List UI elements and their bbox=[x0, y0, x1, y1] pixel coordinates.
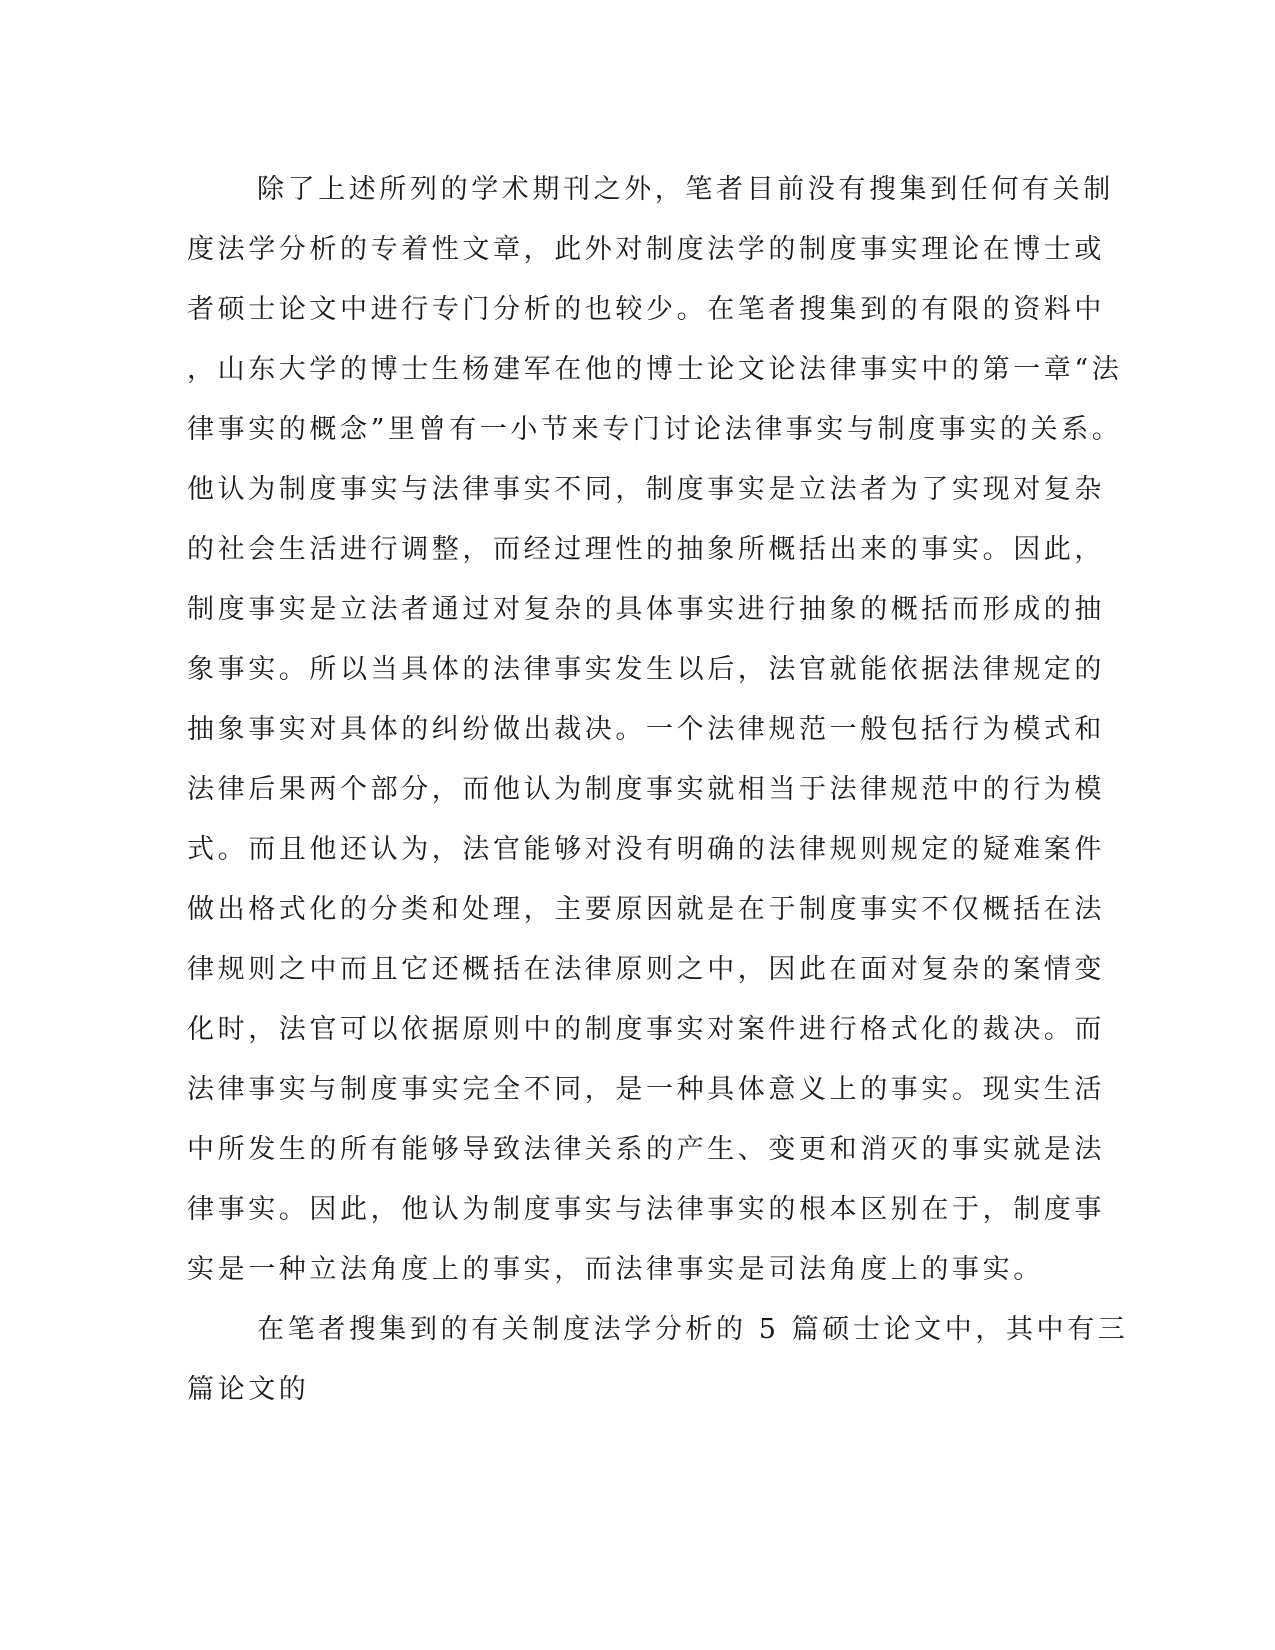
text-line: 除了上述所列的学术期刊之外，笔者目前没有搜集到任何有关制 bbox=[257, 174, 1114, 205]
body-text bbox=[187, 160, 1129, 1420]
text-line: 者硕士论文中进行专门分析的也较少。在笔者搜集到的有限的资料中 bbox=[187, 294, 1105, 325]
text-line: 实是一种立法角度上的事实，而法律事实是司法角度上的事实。 bbox=[187, 1254, 1044, 1285]
text-line: 中所发生的所有能够导致法律关系的产生、变更和消灭的事实就是法 bbox=[187, 1134, 1105, 1165]
text-line: 律规则之中而且它还概括在法律原则之中，因此在面对复杂的案情变 bbox=[187, 954, 1105, 985]
text-line: 法律事实与制度事实完全不同，是一种具体意义上的事实。现实生活 bbox=[187, 1074, 1105, 1105]
text-line: 象事实。所以当具体的法律事实发生以后，法官就能依据法律规定的 bbox=[187, 654, 1105, 685]
text-line: 他认为制度事实与法律事实不同，制度事实是立法者为了实现对复杂 bbox=[187, 474, 1105, 505]
text-line: 做出格式化的分类和处理，主要原因就是在于制度事实不仅概括在法 bbox=[187, 894, 1105, 925]
paragraph-2 bbox=[187, 1300, 1129, 1420]
text-line: 在笔者搜集到的有关制度法学分析的 5 篇硕士论文中，其中有三 bbox=[257, 1314, 1129, 1345]
text-line: 度法学分析的专着性文章，此外对制度法学的制度事实理论在博士或 bbox=[187, 234, 1105, 265]
text-line: 化时，法官可以依据原则中的制度事实对案件进行格式化的裁决。而 bbox=[187, 1014, 1105, 1045]
text-line: 律事实的概念”里曾有一小节来专门讨论法律事实与制度事实的关系。 bbox=[187, 414, 1123, 445]
text-line: 法律后果两个部分，而他认为制度事实就相当于法律规范中的行为模 bbox=[187, 774, 1105, 805]
text-line: ，山东大学的博士生杨建军在他的博士论文论法律事实中的第一章“法 bbox=[187, 354, 1123, 385]
text-line: 篇论文的 bbox=[187, 1374, 310, 1405]
text-line: 律事实。因此，他认为制度事实与法律事实的根本区别在于，制度事 bbox=[187, 1194, 1105, 1225]
text-line: 抽象事实对具体的纠纷做出裁决。一个法律规范一般包括行为模式和 bbox=[187, 714, 1105, 745]
text-line: 制度事实是立法者通过对复杂的具体事实进行抽象的概括而形成的抽 bbox=[187, 594, 1105, 625]
text-line: 的社会生活进行调整，而经过理性的抽象所概括出来的事实。因此， bbox=[187, 534, 1105, 565]
paragraph-1 bbox=[187, 160, 1123, 1300]
text-line: 式。而且他还认为，法官能够对没有明确的法律规则规定的疑难案件 bbox=[187, 834, 1105, 865]
